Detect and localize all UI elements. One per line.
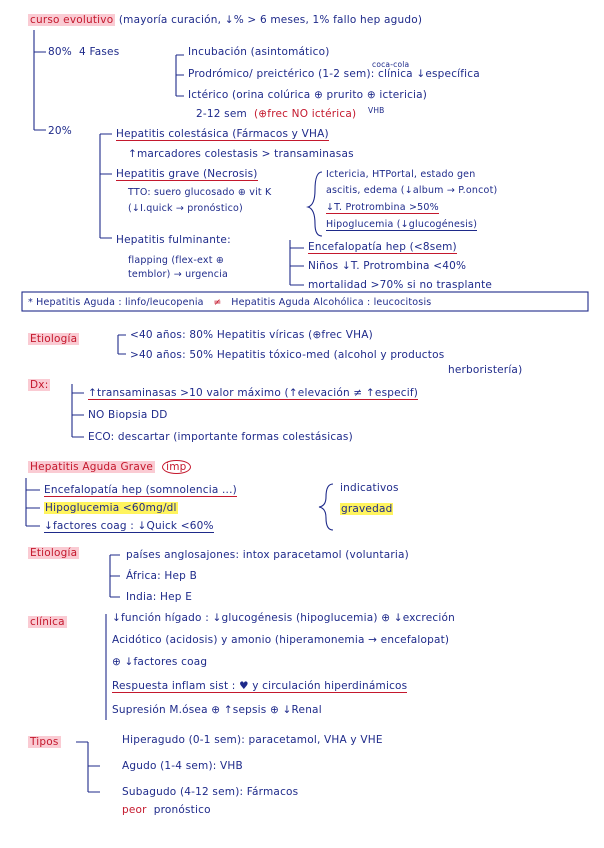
clinica-funcion-higado: ↓función hígado : ↓glucogénesis (hipoglucemia) ⊕ ↓excreción (112, 612, 455, 624)
grave-hipoglucemia (44, 502, 178, 515)
etiologia-over-40: >40 años: 50% Hepatitis tóxico-med (alcohol y productos (130, 349, 445, 361)
grave-item-3 (326, 201, 439, 214)
gravedad-text: gravedad (341, 503, 393, 515)
grave-encefalopatia-text: Encefalopatía hep (somnolencia ...) (44, 484, 237, 496)
indicativos-label: indicativos (340, 482, 399, 494)
fulminante-encefalopatia (308, 241, 457, 254)
tipo-subagudo: Subagudo (4-12 sem): Fármacos (122, 786, 299, 798)
clinica-factores: ⊕ ↓factores coag (112, 656, 208, 668)
branch-80-phases: 4 Fases (79, 46, 120, 58)
branch-80-pct: 80% (48, 46, 72, 58)
dx-no-biopsia: NO Biopsia DD (88, 409, 168, 421)
clinica-label: clínica (30, 616, 65, 628)
clinica-respuesta (112, 680, 407, 693)
grave-quick: (↓I.quick → pronóstico) (128, 203, 243, 214)
phase-incubacion: Incubación (asintomático) (188, 46, 330, 58)
grave-factores-coag (44, 520, 214, 533)
aguda-right: Hepatitis Aguda Alcohólica : leucocitosis (231, 297, 432, 308)
gravedad-label (340, 503, 393, 516)
aguda-grave-heading (28, 461, 191, 474)
course-title: curso evolutivo (30, 14, 114, 26)
grave-item-1: Ictericia, HTPortal, estado gen (326, 169, 476, 180)
tipos-title (28, 736, 61, 749)
vhb-note: VHB (368, 106, 385, 115)
dx-transaminasas (88, 387, 418, 400)
icteric-duration-weeks: 2-12 sem (196, 108, 247, 120)
phase-prodromico: Prodrómico/ preictérico (1-2 sem): clínica ↓específica (188, 68, 480, 80)
grave-treatment: TTO: suero glucosado ⊕ vit K (128, 187, 272, 198)
peor-label: peor (122, 804, 147, 816)
fulminante-encefalopatia-text: Encefalopatía hep (<8sem) (308, 241, 457, 253)
clinica-title (28, 616, 67, 629)
hepatitis-fulminante: Hepatitis fulminante: (116, 234, 231, 246)
etiologia-africa: África: Hep B (126, 570, 197, 582)
etiologia-1-title (28, 333, 79, 346)
tipo-pronostico (122, 804, 211, 817)
etiologia-anglosajones: países anglosajones: intox paracetamol (voluntaria) (126, 549, 409, 561)
branch-80 (48, 46, 119, 59)
grave-hipoglucemia-text: Hipoglucemia <60mg/dl (45, 502, 177, 514)
pronostico-label: pronóstico (153, 804, 211, 816)
etiologia-1-label: Etiología (30, 333, 78, 345)
clinica-acidotico: Acidótico (acidosis) y amonio (hiperamonemia → encefalopat) (112, 634, 450, 646)
grave-item-3-text: ↓T. Protrombina >50% (326, 202, 439, 213)
dx-label: Dx: (30, 379, 49, 391)
course-heading (28, 14, 422, 27)
clinica-respuesta-text: Respuesta inflam sist : ♥ y circulación hiperdinámicos (112, 680, 408, 692)
colestasica-label: Hepatitis colestásica (Fármacos y VHA) (116, 128, 329, 140)
etiologia-2-label: Etiología (30, 547, 78, 559)
etiologia-herboristeria: herboristería) (448, 364, 523, 376)
tipo-hiperagudo: Hiperagudo (0-1 sem): paracetamol, VHA y VHE (122, 734, 383, 746)
fulminante-ninos: Niños ↓T. Protrombina <40% (308, 260, 467, 272)
course-subtitle: (mayoría curación, ↓% > 6 meses, 1% fallo hep agudo) (118, 14, 423, 26)
hepatitis-grave (116, 168, 258, 181)
fulminante-mortalidad: mortalidad >70% si no trasplante (308, 279, 493, 291)
imp-mark: imp (162, 460, 190, 474)
etiologia-india: India: Hep E (126, 591, 193, 603)
grave-item-4-text: Hipoglucemia (↓glucogénesis) (326, 219, 478, 230)
aguda-vs-alcoholica (28, 296, 431, 309)
aguda-grave-title: Hepatitis Aguda Grave (30, 461, 154, 473)
etiologia-under-40: <40 años: 80% Hepatitis víricas (⊕frec VHA) (130, 329, 373, 341)
grave-item-2: ascitis, edema (↓album → P.oncot) (326, 185, 498, 196)
aguda-left: * Hepatitis Aguda : linfo/leucopenia (28, 297, 204, 308)
clinica-supresion: Supresión M.ósea ⊕ ↑sepsis ⊕ ↓Renal (112, 704, 322, 716)
grave-label: Hepatitis grave (Necrosis) (116, 168, 258, 180)
grave-item-4 (326, 218, 477, 231)
tipos-label: Tipos (30, 736, 59, 748)
dx-eco: ECO: descartar (importante formas colestásicas) (88, 431, 353, 443)
hepatitis-colestasica (116, 128, 329, 141)
etiologia-2-title (28, 547, 79, 560)
tipo-agudo: Agudo (1-4 sem): VHB (122, 760, 243, 772)
dx-transaminasas-text: ↑transaminasas >10 valor máximo (↑elevación ≠ ↑especif) (88, 387, 419, 399)
branch-20-pct: 20% (48, 125, 72, 137)
fulminante-flapping: flapping (flex-ext ⊕ (128, 255, 224, 266)
fulminante-urgencia: temblor) → urgencia (128, 269, 229, 280)
phase-icterico: Ictérico (orina colúrica ⊕ prurito ⊕ ictericia) (188, 89, 428, 101)
colestasica-detail: ↑marcadores colestasis > transaminasas (128, 148, 354, 160)
icteric-frequency-note: (⊕frec NO ictérica) (254, 108, 357, 120)
grave-factores-coag-text: ↓factores coag : ↓Quick <60% (44, 520, 214, 532)
dx-title (28, 379, 50, 392)
coca-cola-note: coca-cola (372, 60, 410, 69)
not-equal-sign: ≠ (213, 297, 222, 308)
icteric-duration (196, 108, 356, 121)
grave-encefalopatia (44, 484, 237, 497)
